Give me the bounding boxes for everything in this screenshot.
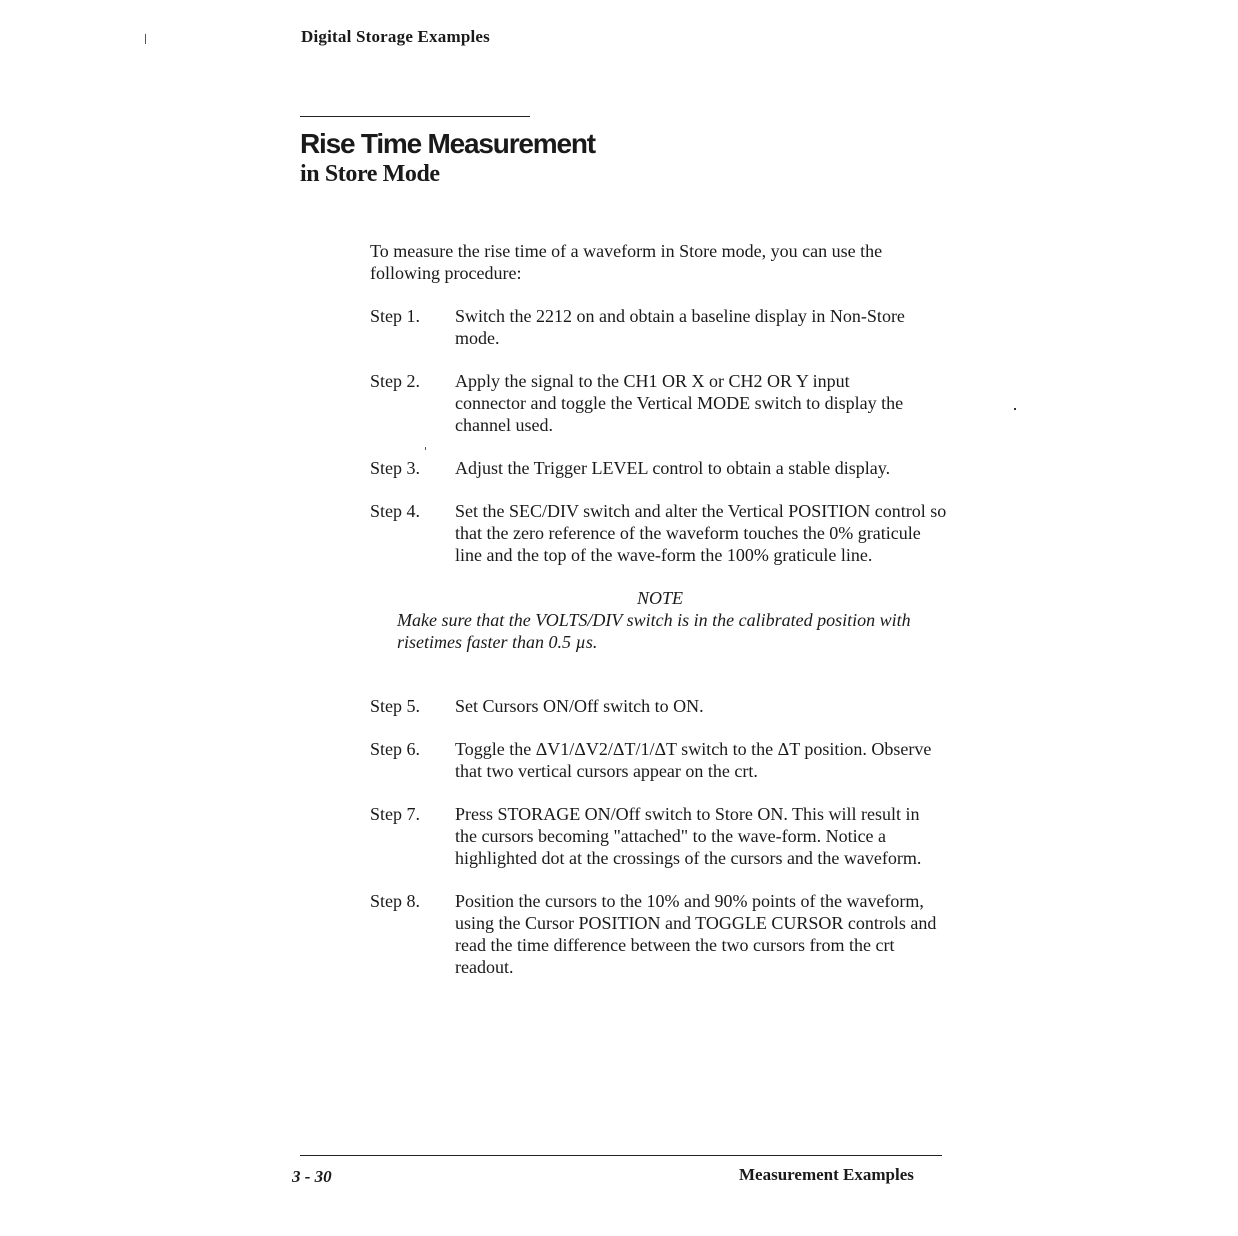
step-label: Step 2.	[370, 371, 421, 391]
step	[370, 370, 950, 436]
note-heading: NOTE	[636, 588, 683, 608]
step	[370, 500, 950, 566]
scan-dot	[1014, 408, 1016, 410]
step-text: Position the cursors to the 10% and 90% points of the waveform, using the Cursor POSITION and TOGGLE CURSOR controls and read the time difference between the two cursors from the crt readout.	[455, 891, 937, 977]
step-label: Step 4.	[370, 501, 421, 521]
step	[370, 457, 950, 479]
intro-paragraph: To measure the rise time of a waveform in Store mode, you can use the following procedure:	[370, 241, 883, 283]
step-label: Step 1.	[370, 306, 421, 326]
section-title-line1: Rise Time Measurement	[300, 128, 595, 159]
title-rule	[300, 116, 530, 117]
scan-mark	[145, 34, 146, 44]
step-label: Step 3.	[370, 458, 421, 478]
step-label: Step 6.	[370, 739, 421, 759]
section-title	[300, 128, 595, 190]
note-block	[397, 587, 950, 653]
note-text: Make sure that the VOLTS/DIV switch is in the calibrated position with risetimes faster than 0.5 µs.	[397, 610, 911, 652]
step-text: Adjust the Trigger LEVEL control to obtain a stable display.	[455, 458, 891, 478]
step	[370, 305, 950, 349]
step-text: Switch the 2212 on and obtain a baseline display in Non-Store mode.	[455, 306, 905, 348]
section-title-line2: in Store Mode	[300, 161, 440, 187]
step	[370, 695, 950, 717]
body-text	[370, 240, 950, 999]
step-text: Toggle the ΔV1/ΔV2/ΔT/1/ΔT switch to the ΔT position. Observe that two vertical cursors appear on the crt.	[455, 739, 932, 781]
step-text: Apply the signal to the CH1 OR X or CH2 OR Y input connector and toggle the Vertical MODE switch to display the channel used.	[455, 371, 904, 435]
running-head: Digital Storage Examples	[301, 27, 490, 46]
page-number: 3 - 30	[292, 1167, 332, 1186]
footer-rule	[300, 1155, 942, 1156]
step-text: Press STORAGE ON/Off switch to Store ON. This will result in the cursors becoming "attached" to the wave-form. Notice a highlighted dot at the crossings of the cursors and the waveform.	[455, 804, 922, 868]
step-text: Set Cursors ON/Off switch to ON.	[455, 696, 704, 716]
footer-section-name: Measurement Examples	[739, 1165, 914, 1184]
step-text: Set the SEC/DIV switch and alter the Vertical POSITION control so that the zero reference of the waveform touches the 0% graticule line and the top of the wave-form the 100% graticule line.	[455, 501, 947, 565]
step	[370, 803, 950, 869]
step	[370, 738, 950, 782]
step	[370, 890, 950, 978]
step-label: Step 8.	[370, 891, 421, 911]
step-label: Step 7.	[370, 804, 421, 824]
step-label: Step 5.	[370, 696, 421, 716]
